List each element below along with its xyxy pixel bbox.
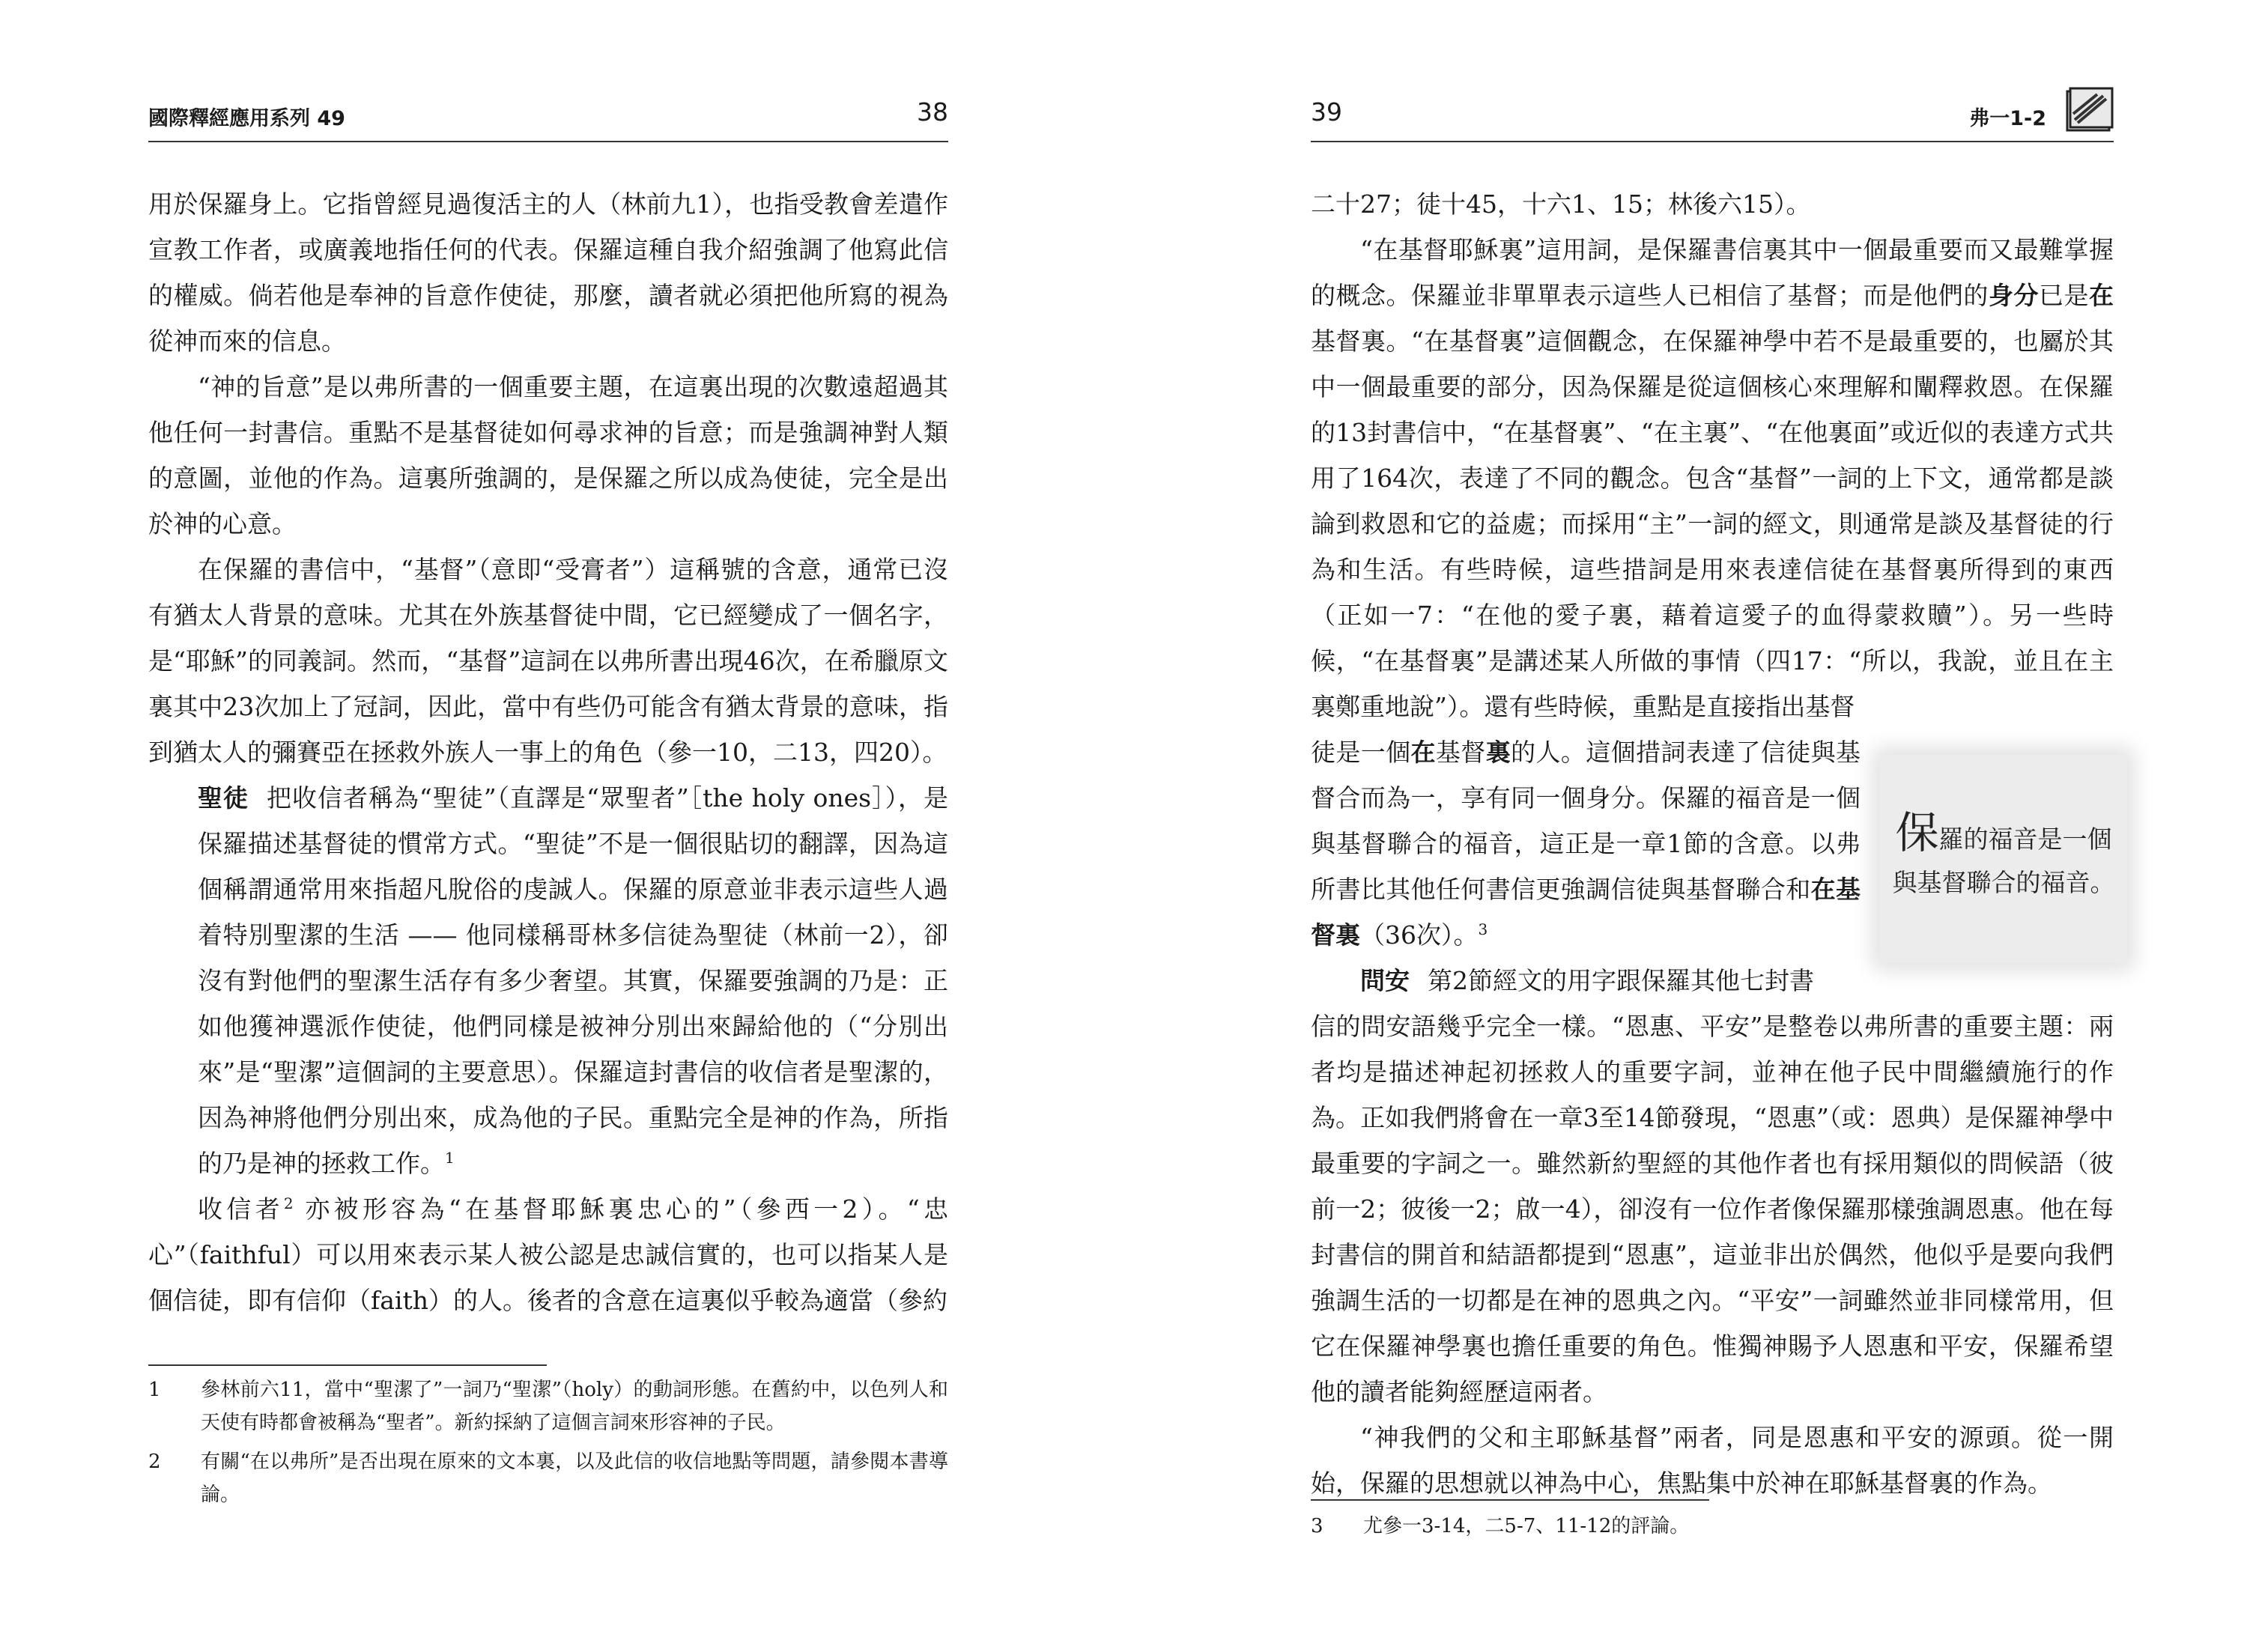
pull-quote [1880,755,2127,963]
body-text [148,181,948,1323]
paragraph: 在保羅的書信中，“基督”（意即“受膏者”）這稱號的含意，通常已沒有猶太人背景的意味。尤其在外族基督徒中間，它已經變成了一個名字，是“耶穌”的同義詞。然而，“基督”這詞在以弗所書出現46次，在希臘原文裏其中23次加上了冠詞，因此，當中有些仍可能含有猶太背景的意味，指到猶太人的彌賽亞在拯救外族人一事上的角色（參一10，二13，四20）。 [148,555,948,767]
text-run: 第2節經文的用字跟保羅其他七封書 [1428,966,1814,995]
pull-quote-dropcap: 保 [1895,807,1939,858]
running-head [148,96,948,142]
emphasis: 在 [2089,281,2114,310]
paragraph-continued: 信的問安語幾乎完全一樣。“恩惠、平安”是整卷以弗所書的重要主題：兩者均是描述神起初拯救人的重要字詞，並神在他子民中間繼續施行的作為。正如我們將會在一章3至14節發現，“恩惠”（或：恩典）是保羅神學中最重要的字詞之一。雖然新約聖經的其他作者也有採用類似的問候語（彼前一2；彼後一2；啟一4），卻沒有一位作者像保羅那樣強調恩惠。他在每封書信的開首和結語都提到“恩惠”，這並非出於偶然，他似乎是要向我們強調生活的一切都是在神的恩典之內。“平安”一詞雖然並非同樣常用，但它在保羅神學裏也擔任重要的角色。惟獨神賜予人恩惠和平安，保羅希望他的讀者能夠經歷這兩者。 [1311,1012,2114,1406]
section-saints [198,775,948,1186]
footnote-ref: 1 [445,1149,455,1167]
footnote-text: 尤參一3-14，二5-7、11-12的評論。 [1363,1515,1690,1537]
right-page [1124,0,2247,1652]
text-run: “在基督耶穌裏”這用詞，是保羅書信裏其中一個最重要而又最難掌握的概念。保羅並非單單表示這些人已相信了基督；而是他們的 [1311,235,2114,310]
text-run: 徒是一個 [1311,738,1411,767]
text-run: 收信者 [198,1194,284,1224]
footnote-number: 1 [148,1379,161,1401]
text-run: （36次）。 [1360,920,1479,950]
series-title: 國際釋經應用系列 49 [148,107,345,130]
footnote-ref: 2 [283,1194,294,1212]
footnote-text: 參林前六11，當中“聖潔了”一詞乃“聖潔”（holy）的動詞形態。在舊約中，以色列人和天使有時都會被稱為“聖者”。新約採納了這個言詞來形容神的子民。 [201,1379,948,1434]
paragraph [148,1186,948,1323]
footnote-rule [148,1364,547,1366]
emphasis: 身分 [1988,281,2039,310]
passage-reference: 弗一1-2 [1969,107,2046,130]
page-number: 39 [1311,97,1342,127]
paragraph: 用於保羅身上。它指曾經見過復活主的人（林前九1），也指受教會差遣作宣教工作者，或廣義地指任何的代表。保羅這種自我介紹強調了他寫此信的權威。倘若他是奉神的旨意作使徒，那麼，讀者就必須把他所寫的視為從神而來的信息。 [148,189,948,356]
text-run: 已是 [2038,281,2090,310]
text-run: 基督裏。“在基督裏”這個觀念，在保羅神學中若不是最重要的，也屬於其中一個最重要的部分，因為保羅是從這個核心來理解和闡釋救恩。在保羅的13封書信中，“在基督裏”、“在主裏”、“在他裏面”或近似的表達方式共用了164次，表達了不同的觀念。包含“基督”一詞的上下文，通常都是談論到救恩和它的益處；而採用“主”一詞的經文，則通常是談及基督徒的行為和生活。有些時候，這些措詞是用來表達信徒在基督裏所得到的東西（正如一7：“在他的愛子裏，藉着這愛子的血得蒙救贖”）。另一些時候，“在基督裏”是講述某人所做的事情（四17：“所以，我說，並且在主裏鄭重地說”）。還有些時候，重點是直接指出基督 [1311,327,2114,721]
paragraph: “神我們的父和主耶穌基督”兩者，同是恩惠和平安的源頭。從一開始，保羅的思想就以神為中心，焦點集中於神在耶穌基督裏的作為。 [1311,1423,2114,1498]
footnote-text: 有關“在以弗所”是否出現在原來的文本裏，以及此信的收信地點等問題，請參閱本書導論。 [201,1451,948,1506]
paragraph: “神的旨意”是以弗所書的一個重要主題，在這裏出現的次數遠超過其他任何一封書信。重點不是基督徒如何尋求神的旨意；而是強調神對人類的意圖，並他的作為。這裏所強調的，是保羅之所以成為使徒，完全是出於神的心意。 [148,372,948,538]
text-run: 亦被形容為“在基督耶穌裏忠心的”（參西一2）。“忠心”（faithful）可以用來表示某人被公認是忠誠信實的，也可以指某人是個信徒，即有信仰（faith）的人。後者的含意在這裏似乎較為適當（參約 [148,1194,948,1315]
footnote [148,1445,948,1511]
section-heading: 聖徒 [198,783,249,813]
emphasis: 裏 [1485,738,1511,767]
pull-quote-line [1880,807,2127,861]
emphasis: 在 [1410,738,1436,767]
paragraph [1311,227,2114,729]
book-icon [2063,84,2114,136]
footnote-rule [1311,1499,1709,1501]
footnotes [1311,1510,2114,1549]
running-head [1311,96,2114,142]
paragraph-continued [1311,729,1861,958]
section-greeting [1360,958,1861,1003]
emphasis: 在基督裏 [1311,875,1861,950]
footnote [148,1373,948,1439]
footnote [1311,1510,2114,1543]
section-heading: 問安 [1360,966,1410,995]
footnotes [148,1373,948,1517]
text-run: 的人。這個措詞表達了信徒與基督合而為一，享有同一個身分。保羅的福音是一個與基督聯合的福音，這正是一章1節的含意。以弗所書比其他任何書信更強調信徒與基督聯合和 [1311,738,1861,904]
paragraph: 二十27；徒十45，十六1、15；林後六15）。 [1311,189,1811,219]
footnote-number: 2 [148,1451,161,1473]
pull-quote-text: 羅的福音是一個 [1938,825,2112,854]
footnote-number: 3 [1311,1515,1323,1537]
text-run: 基督 [1435,738,1486,767]
page-number: 38 [917,97,948,127]
footnote-ref: 3 [1478,920,1488,938]
pull-quote-line: 與基督聯合的福音。 [1892,868,2115,897]
section-text: 把收信者稱為“聖徒”（直譯是“眾聖者”［the holy ones］），是保羅描述基督徒的慣常方式。“聖徒”不是一個很貼切的翻譯，因為這個稱謂通常用來指超凡脫俗的虔誠人。保羅的原意並非表示這些人過着特別聖潔的生活 —— 他同樣稱哥林多信徒為聖徒（林前一2），卻沒有對他們的聖潔生活存有多少奢望。其實，保羅要強調的乃是：正如他獲神選派作使徒，他們同樣是被神分別出來歸給他的（“分別出來”是“聖潔”這個詞的主要意思）。保羅這封書信的收信者是聖潔的，因為神將他們分別出來，成為他的子民。重點完全是神的作為，所指的乃是神的拯救工作。 [198,783,949,1178]
